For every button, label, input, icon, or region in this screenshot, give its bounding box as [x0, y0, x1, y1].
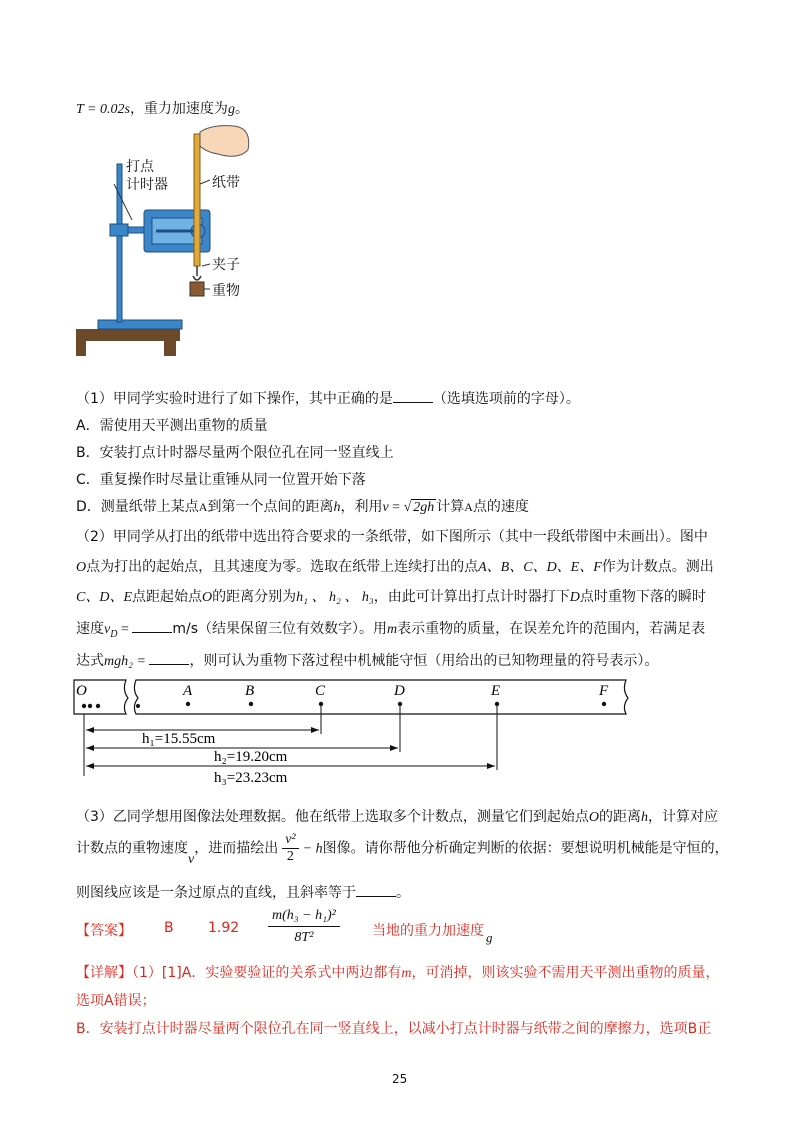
- q1-option-d-part1: D．测量纸带上某点: [76, 499, 199, 515]
- q3-frac-num: v²: [282, 832, 298, 849]
- q3-line1-c: ，计算对应: [648, 809, 719, 825]
- q2-line4-b: m/s（结果保留三位有效数字）。用: [172, 621, 388, 637]
- q2-line3-D: D: [569, 590, 580, 605]
- sqrt-sign: √: [403, 500, 412, 515]
- q2-line3-c: ，由此可计算出打点计时器打下: [373, 589, 570, 605]
- answer-4: 当地的重力加速度: [372, 923, 484, 939]
- answer-1: B: [164, 920, 174, 936]
- tape-label-F: F: [599, 683, 609, 699]
- q1-option-d-sqrt: 2gh: [413, 500, 435, 515]
- q2-blank1: [132, 620, 172, 633]
- table-leg-left: [76, 341, 86, 356]
- detail-line1: [76, 962, 719, 982]
- detail-line2: 选项A错误；: [76, 993, 156, 1009]
- q3-blank: [356, 884, 396, 897]
- tape-label-E: E: [491, 683, 501, 699]
- q1-option-b: B．安装打点计时器尽量两个限位孔在同一竖直线上: [76, 445, 394, 461]
- q3-line2-b: ，进而描绘出: [194, 840, 279, 857]
- q2-O: O: [76, 560, 87, 575]
- q2-line2-b: 作为计数点。测出: [601, 559, 714, 575]
- q2-line3: [76, 586, 706, 606]
- table-leg-right: [164, 341, 176, 356]
- q3-O: O: [588, 810, 600, 825]
- leader-clip: [202, 264, 210, 266]
- tape-dot-A: [186, 702, 190, 706]
- q3-line1: [76, 806, 718, 826]
- intro-g: g: [227, 102, 235, 117]
- q1-option-d-eq: =: [388, 500, 404, 515]
- q2-line3-O: O: [202, 590, 213, 605]
- tape-dot-F: [602, 702, 606, 706]
- q3-line1-a: （3）乙同学想用图像法处理数据。他在纸带上选取多个计数点，测量它们到起始点: [76, 809, 589, 825]
- q3-h: h: [641, 810, 649, 825]
- q2-vD: v: [104, 622, 111, 637]
- q2-line4-c: 表示重物的质量，在误差允许的范围内，若满足表: [397, 621, 706, 637]
- q3-line2-a: 计数点的重物速度: [76, 840, 188, 857]
- q1-option-d-part5: 点的速度: [472, 499, 529, 515]
- q2-line4-a: 速度: [76, 621, 104, 637]
- answer-2: 1.92: [208, 920, 240, 936]
- q3-frac-den: 2: [286, 849, 294, 864]
- q2-line3-d: 点时重物下落的瞬时: [579, 589, 706, 605]
- tape-right-piece: [134, 680, 628, 714]
- answer-3-num: m(h₃ − h₁)²: [268, 906, 340, 927]
- q2-vD-sub: D: [110, 628, 118, 640]
- q2-line4: [76, 618, 705, 640]
- q1-stem-after: （选填选项前的字母）。: [432, 391, 580, 407]
- q1-stem: [76, 388, 580, 408]
- stand-pole: [117, 164, 122, 322]
- tape-dot-start: [136, 704, 140, 708]
- q3-line2: [76, 832, 729, 865]
- q2-m: m: [387, 622, 398, 637]
- q1-stem-text: （1）甲同学实验时进行了如下操作，其中正确的是: [76, 391, 393, 407]
- intro-end: 。: [234, 101, 249, 117]
- q2-h-values: h₁ 、 h₂ 、 h₃: [296, 590, 374, 605]
- apparatus-figure: [72, 124, 272, 356]
- q3-line3-end: 。: [396, 885, 410, 901]
- tape-label-A: A: [183, 683, 193, 699]
- leader-tape: [200, 180, 210, 184]
- paper-tape: [194, 134, 200, 266]
- q3-line2-c: 图像。请你帮他分析确定判断的依据：要想说明机械能是守恒的，: [322, 840, 729, 857]
- q2-line3-a: 点距起始点: [132, 589, 202, 605]
- label-timer-line1: 打点: [126, 159, 154, 175]
- tape-dot-B: [249, 702, 253, 706]
- q3-fraction: [282, 832, 298, 865]
- stand-base: [98, 320, 182, 329]
- table-top: [76, 329, 180, 341]
- q3-line3-text: 则图线应该是一条过原点的直线，且斜率等于: [76, 885, 356, 901]
- detail-line3: B．安装打点计时器尽量两个限位孔在同一竖直线上，以减小打点计时器与纸带之间的摩擦力，选项B正: [76, 1021, 712, 1037]
- tape-label-C: C: [315, 683, 326, 699]
- label-timer: [126, 158, 168, 194]
- tape-diagram: [70, 676, 640, 788]
- q1-option-d-part2: 到第一个点间的距离: [207, 499, 334, 515]
- q2-line3-b: 的距离分别为: [212, 589, 297, 605]
- clamp-arm: [128, 227, 146, 233]
- label-tape: 纸带: [212, 175, 240, 191]
- intro-text: ，重力加速度为: [129, 101, 228, 117]
- q2-line2: [76, 556, 714, 576]
- q1-option-d-v: v: [382, 500, 389, 515]
- tape-dot-E: [495, 702, 499, 706]
- page-number: 25: [392, 1072, 408, 1086]
- q3-minus-h: − h: [302, 841, 323, 857]
- q2-blank2: [149, 652, 189, 665]
- stand-clamp: [110, 224, 128, 236]
- answer-4-g: g: [486, 930, 493, 945]
- q1-option-d-part3: ，利用: [340, 499, 383, 515]
- tape-dot-C: [319, 702, 323, 706]
- label-h2: h₂=19.20cm: [214, 749, 288, 765]
- q2-points: A、B、C、D、E、F: [478, 560, 602, 575]
- q3-v: v: [188, 851, 195, 867]
- label-weight: 重物: [212, 283, 240, 299]
- q3-line1-b: 的距离: [599, 809, 642, 825]
- q2-line5: [76, 650, 658, 670]
- hand: [200, 126, 249, 157]
- label-timer-line2: 计时器: [126, 177, 168, 193]
- q2-line2-a: 点为打出的起始点，且其速度为零。选取在纸带上连续打出的点: [86, 559, 479, 575]
- q1-option-d-h: h: [333, 500, 341, 515]
- intro-line: [76, 98, 249, 118]
- answer-3-den: 8T²: [294, 930, 314, 945]
- q2-line1: （2）甲同学从打出的纸带中选出符合要求的一条纸带，如下图所示（其中一段纸带图中未画出）。图中: [76, 529, 708, 545]
- label-h3: h₃=23.23cm: [214, 770, 288, 786]
- label-clip: 夹子: [212, 257, 240, 273]
- period-value: T = 0.02s: [76, 102, 130, 117]
- tape-dot-D: [398, 702, 402, 706]
- clip-hook: [193, 276, 201, 280]
- detail-tag: 【详解】: [76, 965, 132, 981]
- q1-option-c: C．重复操作时尽量让重锤从同一位置开始下落: [76, 472, 366, 488]
- tape-dot-O3: [96, 704, 100, 708]
- answer-tag: 【答案】: [76, 923, 132, 939]
- q1-option-d-pointA2: A: [464, 500, 473, 514]
- tape-label-O: O: [76, 683, 87, 699]
- q1-blank: [393, 390, 433, 403]
- q2-expr: mgh₂ =: [104, 654, 150, 669]
- q1-option-d-part4: 计算: [436, 499, 465, 515]
- detail-m: m: [401, 966, 412, 981]
- q2-cde: C、D、E: [76, 590, 132, 605]
- detail-line1-a: （1）[1]A．实验要验证的关系式中两边都有: [132, 965, 402, 981]
- detail-line1-b: ，可消掉，则该实验不需用天平测出重物的质量，: [411, 965, 720, 981]
- tape-dot-O2: [88, 704, 92, 708]
- answer-3: [268, 906, 340, 949]
- q2-line5-b: ，则可认为重物下落过程中机械能守恒（用给出的已知物理量的符号表示）。: [189, 653, 659, 669]
- q3-line3: [76, 882, 410, 902]
- tape-label-D: D: [394, 683, 405, 699]
- q2-line4-eq: =: [117, 622, 133, 637]
- q1-option-d-pointA: A: [198, 500, 208, 514]
- tape-dot-O: [82, 704, 86, 708]
- q1-option-d: [76, 496, 529, 516]
- weight-block: [190, 282, 204, 296]
- q2-line5-a: 达式: [76, 653, 104, 669]
- q1-option-a: A．需使用天平测出重物的质量: [76, 418, 268, 434]
- tape-label-B: B: [245, 683, 255, 699]
- label-h1: h₁=15.55cm: [142, 731, 216, 747]
